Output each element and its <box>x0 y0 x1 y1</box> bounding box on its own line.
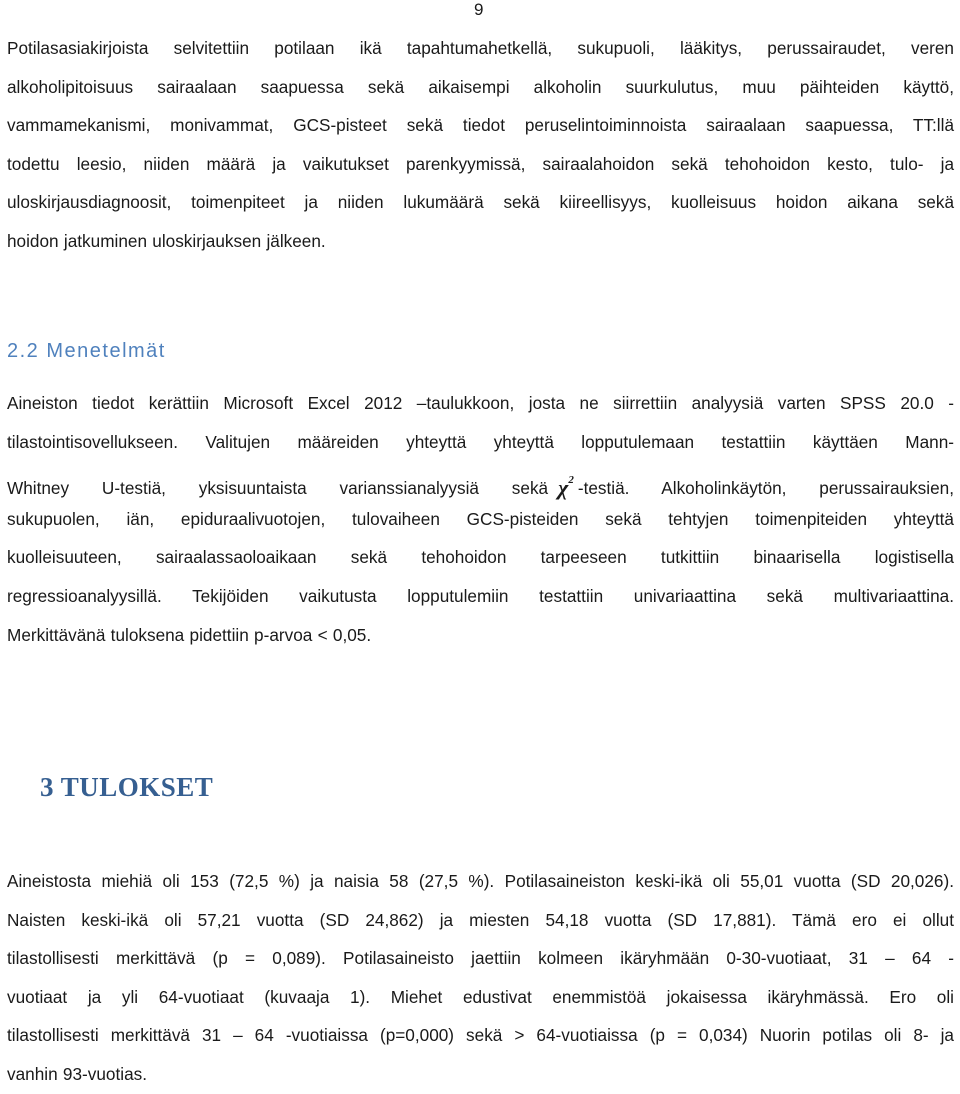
paragraph-methods <box>7 384 954 654</box>
paragraph-data-collection <box>7 29 954 261</box>
text-line: tilastollisesti merkittävä 31 – 64 -vuotiaissa (p=0,000) sekä > 64-vuotiaissa (p = 0,034) Nuorin potilas oli 8- ja <box>7 1025 954 1046</box>
text-line: hoidon jatkuminen uloskirjauksen jälkeen. <box>7 230 326 251</box>
text-line: tilastointisovellukseen. Valitujen määreiden yhteyttä yhteyttä lopputulemaan testattiin käyttäen Mann- <box>7 431 954 452</box>
text-line: sukupuolen, iän, epiduraalivuotojen, tulovaiheen GCS-pisteiden sekä tehtyjen toimenpiteiden yhteyttä <box>7 508 954 529</box>
text-line: tilastollisesti merkittävä (p = 0,089). Potilasaineisto jaettiin kolmeen ikäryhmään 0-30-vuotiaat, 31 – 64 - <box>7 948 954 969</box>
page-number: 9 <box>474 0 484 19</box>
text-line: todettu leesio, niiden määrä ja vaikutukset parenkyymissä, sairaalahoidon sekä tehohoidon kesto, tulo- ja <box>7 153 954 174</box>
chi-superscript: 2 <box>568 474 574 487</box>
text-line: alkoholipitoisuus sairaalaan saapuessa sekä aikaisempi alkoholin suurkulutus, muu päihteiden käyttö, <box>7 76 954 97</box>
text-line: Merkittävänä tuloksena pidettiin p-arvoa < 0,05. <box>7 624 372 645</box>
text-line: regressioanalyysillä. Tekijöiden vaikutusta lopputulemiin testattiin univariaattina sekä multivariaattina. <box>7 585 954 606</box>
text-line: Aineiston tiedot kerättiin Microsoft Excel 2012 –taulukkoon, josta ne siirrettiin analyysiä varten SPSS 20.0 - <box>7 393 954 413</box>
text-fragment: Whitney U-testiä, yksisuuntaista varianssianalyysiä sekä <box>7 478 549 499</box>
text-line: vanhin 93-vuotias. <box>7 1063 147 1084</box>
text-line: uloskirjausdiagnoosit, toimenpiteet ja niiden lukumäärä sekä kiireellisyys, kuolleisuus hoidon aikana sekä <box>7 192 954 213</box>
text-line: Aineistosta miehiä oli 153 (72,5 %) ja naisia 58 (27,5 %). Potilasaineiston keski-ikä oli 55,01 vuotta (SD 20,026). <box>7 871 954 891</box>
chi-letter: χ <box>558 475 569 501</box>
text-fragment: -testiä. Alkoholinkäytön, perussairauksien, <box>577 478 954 499</box>
text-line: kuolleisuuteen, sairaalassaoloaikaan sekä tehohoidon tarpeeseen tutkittiin binaarisella logistisella <box>7 547 954 568</box>
paragraph-results <box>7 862 954 1094</box>
section-heading-methods: 2.2 Menetelmät <box>7 340 166 362</box>
text-line-with-formula <box>7 461 954 500</box>
text-line: Naisten keski-ikä oli 57,21 vuotta (SD 24,862) ja miesten 54,18 vuotta (SD 17,881). Tämä ero ei ollut <box>7 909 954 930</box>
text-line: vuotiaat ja yli 64-vuotiaat (kuvaaja 1). Miehet edustivat enemmistöä jokaisessa ikäryhmässä. Ero oli <box>7 986 954 1007</box>
chapter-heading-results: 3 TULOKSET <box>40 772 214 802</box>
text-line: Potilasasiakirjoista selvitettiin potilaan ikä tapahtumahetkellä, sukupuoli, lääkitys, perussairaudet, veren <box>7 38 954 58</box>
text-line: vammamekanismi, monivammat, GCS-pisteet sekä tiedot peruselintoiminnoista sairaalaan saapuessa, TT:llä <box>7 115 954 136</box>
